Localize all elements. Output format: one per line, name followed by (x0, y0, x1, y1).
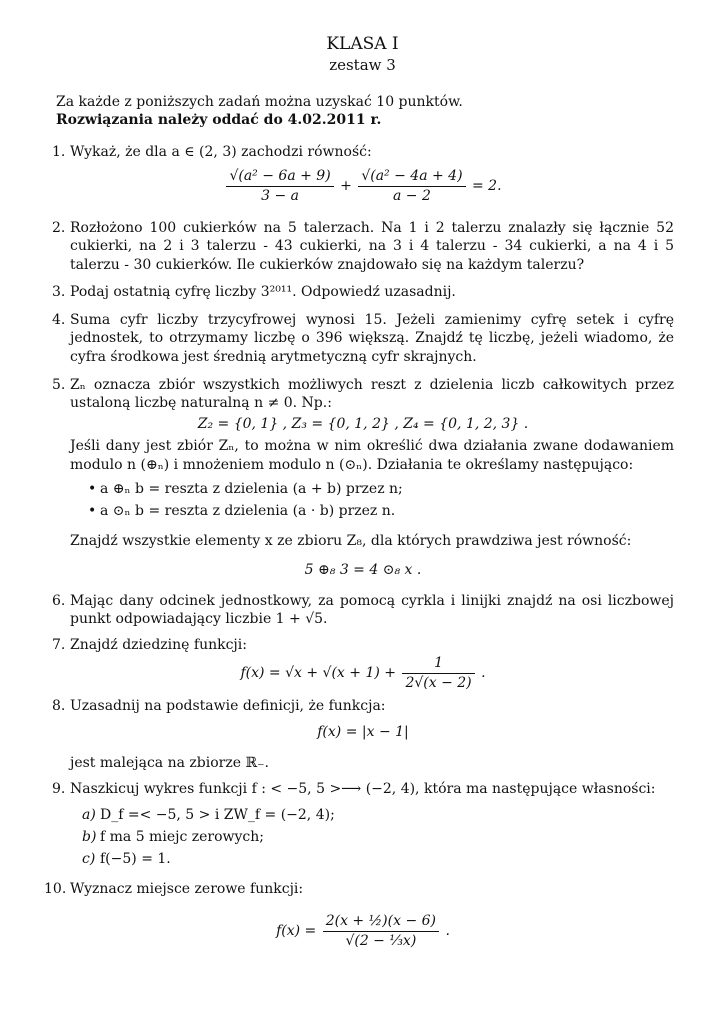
formula-end: . (445, 923, 450, 940)
task-5-example: Z₂ = {0, 1} , Z₃ = {0, 1, 2} , Z₄ = {0, 1, 2, 3} . (197, 415, 529, 432)
task-number: 2. (52, 220, 66, 236)
task-number: 3. (52, 284, 66, 300)
task-text: Naszkicuj wykres funkcji f : < −5, 5 >⟶ (−2, 4), która ma następujące własności: (70, 781, 656, 797)
fraction-denominator: 2√(x − 2) (405, 674, 472, 691)
fraction-denominator: a − 2 (392, 187, 431, 204)
list-item: b) f ma 5 miejc zerowych; (82, 829, 264, 846)
task-4 (52, 311, 674, 366)
task-number: 9. (52, 781, 66, 797)
list-item: • a ⊕ₙ b = reszta z dzielenia (a + b) przez n; (70, 478, 674, 500)
fraction-denominator: √(2 − ⅓x) (345, 932, 417, 949)
task-10 (44, 880, 674, 950)
task-text: Rozłożono 100 cukierków na 5 talerzach. Na 1 i 2 talerzu znalazły się łącznie 52 cukierki, na 2 i 3 talerzu - 43 cukierki, na 3 i 4 talerzu - 34 cukierki, a na 4 i 5 talerzu - 30 cukierków. Ile cukierków znajdowało się na każdym talerzu? (70, 220, 674, 273)
bullet-list (70, 478, 674, 522)
header (0, 34, 725, 76)
task-text: Uzasadnij na podstawie definicji, że funkcja: (70, 698, 386, 714)
fraction-numerator: √(a² − 4a + 4) (358, 167, 465, 186)
task-text: Suma cyfr liczby trzycyfrowej wynosi 15. Jeżeli zamienimy cyfrę setek i cyfrę jednostek, to otrzymamy liczbę o 396 większą. Znajdź tę liczbę, jeżeli wiadomo, że cyfra środkowa jest średnią arytmetyczną cyfr skrajnych. (70, 312, 674, 365)
task-8 (52, 697, 674, 772)
task-7-formula (52, 654, 674, 692)
intro-deadline: Rozwiązania należy oddać do 4.02.2011 r. (56, 112, 382, 128)
page-title: KLASA I (326, 34, 399, 54)
task-1 (52, 143, 674, 205)
task-3 (52, 283, 674, 301)
task-5 (52, 376, 674, 579)
task-text: Zₙ oznacza zbiór wszystkich możliwych reszt z dzielenia liczb całkowitych przez ustaloną liczbę naturalną n ≠ 0. Np.: (70, 377, 674, 412)
task-7 (52, 636, 674, 692)
task-number: 7. (52, 637, 66, 653)
fraction-numerator: 1 (402, 654, 474, 673)
task-number: 6. (52, 593, 66, 609)
task-text: Podaj ostatnią cyfrę liczby 3²⁰¹¹. Odpowiedź uzasadnij. (70, 284, 456, 300)
plus-sign: + (340, 178, 352, 195)
equation-rhs: = 2. (472, 178, 502, 195)
task-1-formula (52, 167, 674, 205)
fraction-numerator: √(a² − 6a + 9) (226, 167, 333, 186)
task-text: Mając dany odcinek jednostkowy, za pomocą cyrkla i linijki znajdź na osi liczbowej punkt odpowiadający liczbie 1 + √5. (70, 593, 674, 628)
task-text: jest malejąca na zbiorze ℝ₋. (70, 754, 269, 771)
task-text: Jeśli dany jest zbiór Zₙ, to można w nim określić dwa działania zwane dodawaniem modulo n (⊕ₙ) i mnożeniem modulo n (⊙ₙ). Działania te określamy następująco: (70, 438, 674, 473)
fraction-denominator: 3 − a (261, 187, 299, 204)
bullet-icon: • (88, 481, 97, 498)
task-number: 8. (52, 698, 66, 714)
task-number: 4. (52, 312, 66, 328)
intro-points: Za każde z poniższych zadań można uzyskać 10 punktów. (56, 94, 463, 110)
task-number: 10. (44, 881, 67, 897)
task-text: Znajdź wszystkie elementy x ze zbioru Z₈, dla których prawdziwa jest równość: (70, 533, 632, 550)
task-5-formula: 5 ⊕₈ 3 = 4 ⊙₈ x . (304, 561, 422, 578)
task-9 (52, 780, 674, 870)
sub-list (70, 804, 674, 870)
fraction-numerator: 2(x + ½)(x − 6) (323, 912, 439, 931)
task-6 (52, 592, 674, 629)
task-text: Znajdź dziedzinę funkcji: (70, 637, 247, 653)
list-item: c) f(−5) = 1. (82, 851, 171, 868)
task-text: Wyznacz miejsce zerowe funkcji: (70, 881, 304, 897)
bullet-icon: • (88, 503, 97, 520)
task-2 (52, 219, 674, 274)
intro (56, 93, 676, 129)
task-number: 5. (52, 377, 66, 393)
task-8-formula: f(x) = |x − 1| (317, 724, 409, 741)
list-item: a) D_f =< −5, 5 > i ZW_f = (−2, 4); (82, 807, 335, 824)
formula-end: . (481, 665, 486, 682)
page-subtitle: zestaw 3 (329, 56, 396, 74)
task-number: 1. (52, 144, 66, 160)
task-text: Wykaż, że dla a ∈ (2, 3) zachodzi równość: (70, 144, 372, 160)
list-item: • a ⊙ₙ b = reszta z dzielenia (a · b) przez n. (70, 500, 674, 522)
formula-lhs: f(x) = (276, 923, 317, 940)
task-10-formula (52, 912, 674, 950)
formula-lhs: f(x) = √x + √(x + 1) + (240, 665, 396, 682)
